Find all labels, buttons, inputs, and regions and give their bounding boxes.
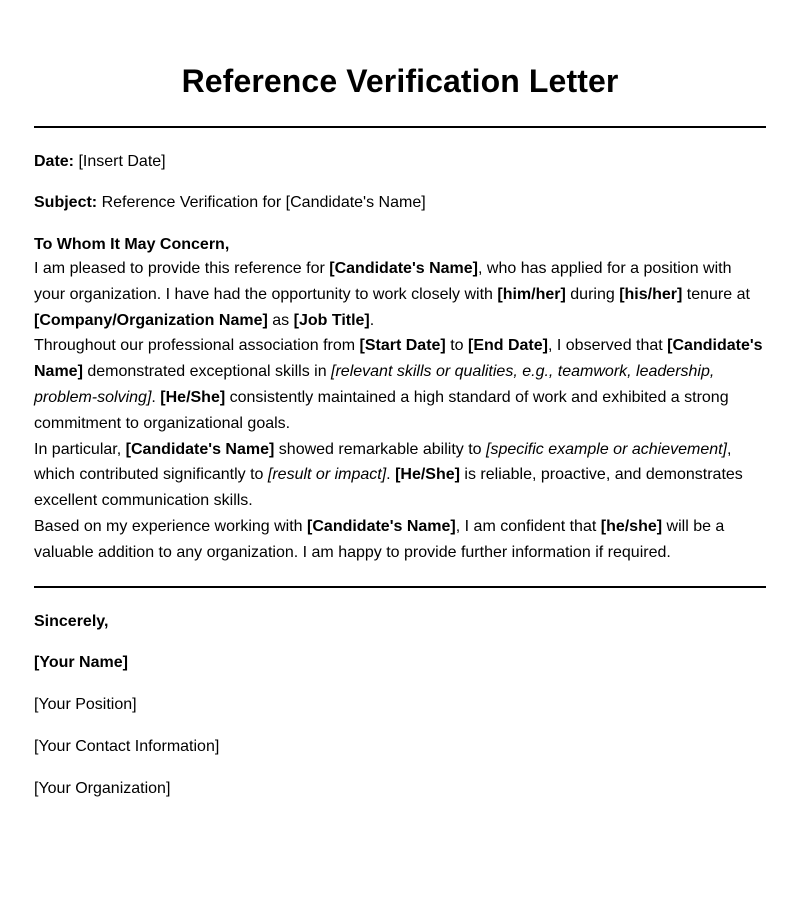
paragraph-text: to [445, 337, 468, 355]
paragraph-text: consistently maintained a high standard of work and exhibited a strong commitment to organizational goals. [34, 388, 729, 432]
placeholder-bold: [End Date] [467, 337, 548, 355]
signer-organization: [Your Organization] [34, 779, 171, 797]
body-paragraph-1 [34, 256, 766, 333]
placeholder-bold: [Candidate's Name] [34, 337, 763, 381]
subject-line [34, 192, 766, 214]
placeholder-bold: [He/She] [395, 466, 460, 484]
placeholder-bold: [he/she] [600, 517, 663, 535]
paragraph-text: during [565, 285, 620, 303]
paragraph-text: . [386, 466, 396, 484]
paragraph-text: , who has applied for a position with your organization. I have had the opportunity to work closely with [34, 260, 732, 303]
header-divider [34, 126, 766, 128]
placeholder-italic: [relevant skills or qualities, e.g., teamwork, leadership, problem-solving] [34, 363, 715, 406]
placeholder-bold: [He/She] [160, 388, 226, 406]
paragraph-text: In particular, [34, 440, 126, 458]
body-paragraph-3 [34, 437, 766, 514]
paragraph-text: I am pleased to provide this reference for [34, 260, 330, 277]
paragraph-text: , which contributed significantly to [34, 440, 732, 484]
paragraph-text: as [267, 311, 294, 329]
body-paragraph-2 [34, 333, 766, 436]
paragraph-text: , I observed that [547, 337, 668, 355]
paragraph-text: is reliable, proactive, and demonstrates excellent communication skills. [34, 466, 743, 510]
paragraph-text: Throughout our professional association from [34, 337, 360, 355]
placeholder-bold: [Candidate's Name] [329, 260, 478, 277]
date-value: [Insert Date] [74, 153, 166, 170]
paragraph-text: will be a valuable addition to any organization. I am happy to provide further information if required. [34, 517, 725, 561]
placeholder-bold: [Candidate's Name] [125, 440, 275, 458]
signer-contact: [Your Contact Information] [34, 737, 220, 755]
paragraph-text: . [369, 311, 375, 329]
signer-position: [Your Position] [34, 695, 137, 713]
date-line [34, 151, 766, 173]
paragraph-text: tenure at [682, 285, 750, 303]
salutation: To Whom It May Concern, [34, 236, 230, 253]
placeholder-bold: [his/her] [619, 285, 683, 303]
paragraph-text: Based on my experience working with [34, 517, 308, 535]
subject-value: Reference Verification for [Candidate's Name] [97, 194, 426, 211]
paragraph-text: demonstrated exceptional skills in [82, 363, 332, 381]
signer-name: [Your Name] [34, 653, 128, 671]
placeholder-bold: [him/her] [497, 285, 566, 303]
placeholder-bold: [Job Title] [293, 311, 370, 329]
paragraph-text: . [151, 388, 161, 406]
placeholder-italic: [result or impact] [267, 466, 387, 484]
closing: Sincerely, [34, 612, 109, 630]
body-paragraph-4 [34, 514, 766, 566]
placeholder-bold: [Start Date] [359, 337, 446, 355]
date-label: Date: [34, 153, 75, 170]
signature-divider [34, 586, 766, 588]
placeholder-italic: [specific example or achievement] [486, 440, 727, 458]
paragraph-text: , I am confident that [455, 517, 601, 535]
subject-label: Subject: [34, 194, 98, 211]
page-title: Reference Verification Letter [181, 63, 619, 99]
paragraph-text: showed remarkable ability to [274, 440, 486, 458]
placeholder-bold: [Candidate's Name] [307, 517, 456, 535]
placeholder-bold: [Company/Organization Name] [34, 311, 268, 329]
